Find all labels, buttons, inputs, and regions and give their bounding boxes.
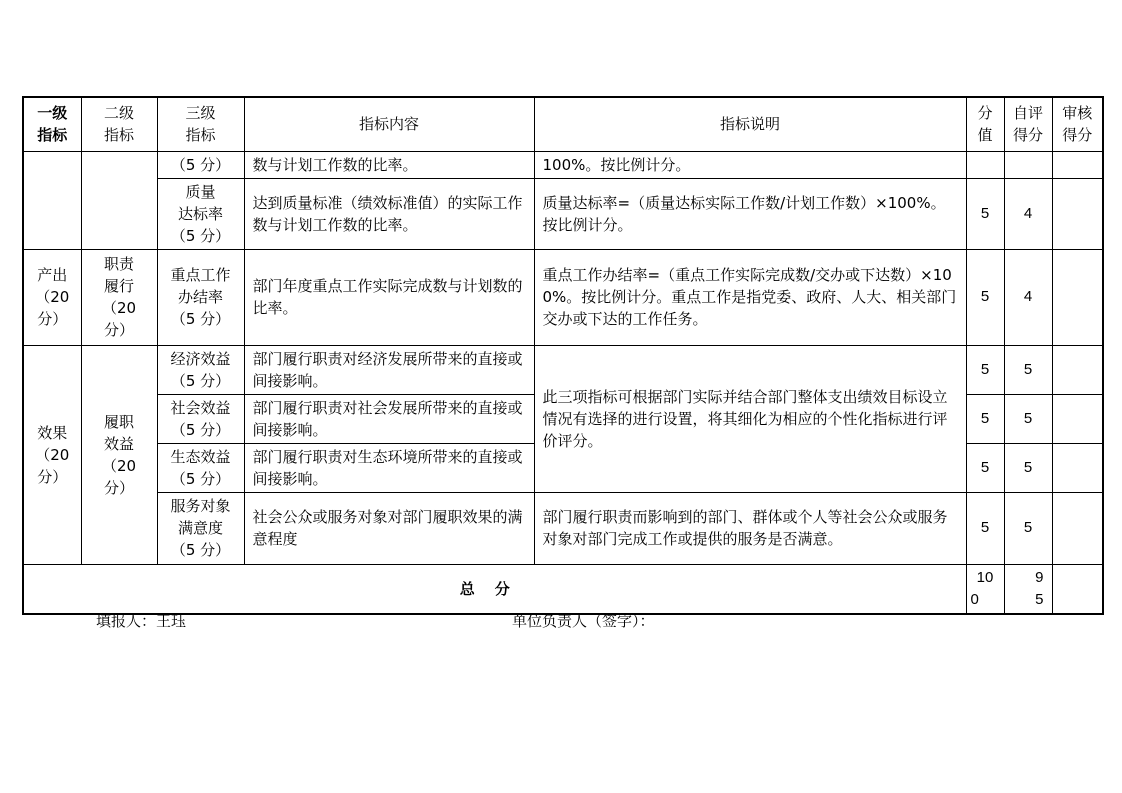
total-audit-score-cell — [1052, 564, 1103, 614]
score-cell: 5 — [966, 443, 1004, 492]
header-audit-score: 审核 得分 — [1052, 97, 1103, 151]
performance-evaluation-table — [22, 96, 1104, 615]
audit-score-cell — [1052, 249, 1103, 345]
header-score: 分 值 — [966, 97, 1004, 151]
header-level3: 三级 指标 — [157, 97, 244, 151]
level3-cell: 重点工作 办结率 （5 分） — [157, 249, 244, 345]
level2-cell: 履职 效益 （20 分） — [81, 345, 157, 564]
self-score-cell: 5 — [1004, 492, 1052, 564]
level3-cell: 生态效益 （5 分） — [157, 443, 244, 492]
header-level2: 二级 指标 — [81, 97, 157, 151]
header-content: 指标内容 — [244, 97, 534, 151]
content-cell: 部门履行职责对生态环境所带来的直接或间接影响。 — [244, 443, 534, 492]
level3-cell: 社会效益 （5 分） — [157, 394, 244, 443]
score-cell: 5 — [966, 178, 1004, 249]
table-row — [23, 492, 1103, 564]
audit-score-cell — [1052, 151, 1103, 178]
total-score-cell: 10 0 — [966, 564, 1004, 614]
level1-cell: 效果 （20 分） — [23, 345, 81, 564]
header-self-score: 自评 得分 — [1004, 97, 1052, 151]
content-cell: 部门履行职责对经济发展所带来的直接或间接影响。 — [244, 345, 534, 394]
audit-score-cell — [1052, 394, 1103, 443]
score-cell: 5 — [966, 492, 1004, 564]
level3-cell: （5 分） — [157, 151, 244, 178]
table-row — [23, 151, 1103, 178]
explain-cell: 质量达标率=（质量达标实际工作数/计划工作数）×100%。按比例计分。 — [534, 178, 966, 249]
table-row — [23, 249, 1103, 345]
score-cell: 5 — [966, 249, 1004, 345]
level1-cell: 产出 （20 分） — [23, 249, 81, 345]
content-cell: 部门履行职责对社会发展所带来的直接或间接影响。 — [244, 394, 534, 443]
leader-signature: 单位负责人（签字）： — [512, 612, 655, 630]
self-score-cell — [1004, 151, 1052, 178]
content-cell: 数与计划工作数的比率。 — [244, 151, 534, 178]
self-score-cell: 5 — [1004, 345, 1052, 394]
score-cell: 5 — [966, 345, 1004, 394]
audit-score-cell — [1052, 345, 1103, 394]
header-level1: 一级 指标 — [23, 97, 81, 151]
score-cell — [966, 151, 1004, 178]
explain-cell: 100%。按比例计分。 — [534, 151, 966, 178]
header-row — [23, 97, 1103, 151]
explain-cell: 重点工作办结率=（重点工作实际完成数/交办或下达数）×100%。按比例计分。重点工作是指党委、政府、人大、相关部门交办或下达的工作任务。 — [534, 249, 966, 345]
audit-score-cell — [1052, 492, 1103, 564]
total-self-score-cell: 9 5 — [1004, 564, 1052, 614]
level2-cell-empty — [81, 151, 157, 249]
total-row — [23, 564, 1103, 614]
self-score-cell: 5 — [1004, 443, 1052, 492]
content-cell: 社会公众或服务对象对部门履职效果的满意程度 — [244, 492, 534, 564]
level2-cell: 职责 履行 （20 分） — [81, 249, 157, 345]
table-row — [23, 178, 1103, 249]
content-cell: 部门年度重点工作实际完成数与计划数的比率。 — [244, 249, 534, 345]
self-score-cell: 5 — [1004, 394, 1052, 443]
explain-cell-merged: 此三项指标可根据部门实际并结合部门整体支出绩效目标设立情况有选择的进行设置，将其细化为相应的个性化指标进行评价评分。 — [534, 345, 966, 492]
content-cell: 达到质量标准（绩效标准值）的实际工作数与计划工作数的比率。 — [244, 178, 534, 249]
level3-cell: 经济效益 （5 分） — [157, 345, 244, 394]
total-label: 总分 — [23, 564, 966, 614]
explain-cell: 部门履行职责而影响到的部门、群体或个人等社会公众或服务对象对部门完成工作或提供的服务是否满意。 — [534, 492, 966, 564]
audit-score-cell — [1052, 443, 1103, 492]
audit-score-cell — [1052, 178, 1103, 249]
level3-cell: 质量 达标率 （5 分） — [157, 178, 244, 249]
table-row — [23, 345, 1103, 394]
filler-signature: 填报人：王珏 — [96, 612, 187, 630]
level3-cell: 服务对象 满意度 （5 分） — [157, 492, 244, 564]
score-cell: 5 — [966, 394, 1004, 443]
level1-cell-empty — [23, 151, 81, 249]
header-explain: 指标说明 — [534, 97, 966, 151]
self-score-cell: 4 — [1004, 249, 1052, 345]
self-score-cell: 4 — [1004, 178, 1052, 249]
